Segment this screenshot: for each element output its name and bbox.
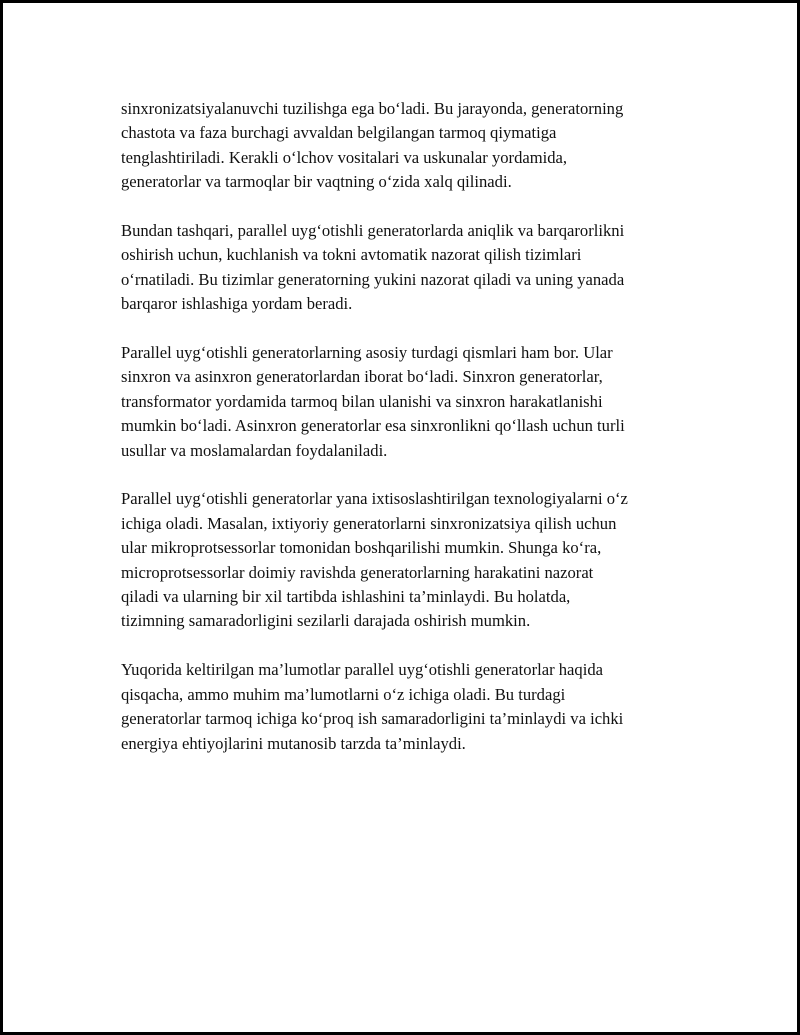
- paragraph-line: energiya ehtiyojlarini mutanosib tarzda ta’minlaydi.: [121, 733, 466, 753]
- paragraph-line: Parallel uyg‘otishli generatorlarning asosiy turdagi qismlari ham bor. Ular: [121, 343, 613, 363]
- paragraph-line: tenglashtiriladi. Kerakli o‘lchov vositalari va uskunalar yordamida,: [121, 147, 568, 167]
- paragraph-line: sinxron va asinxron generatorlardan iborat bo‘ladi. Sinxron generatorlar,: [121, 367, 603, 387]
- paragraph-line: ular mikroprotsessorlar tomonidan boshqarilishi mumkin. Shunga ko‘ra,: [121, 538, 602, 558]
- paragraph-line: tizimning samaradorligini sezilarli darajada oshirish mumkin.: [121, 611, 531, 631]
- paragraph-line: ichiga oladi. Masalan, ixtiyoriy generatorlarni sinxronizatsiya qilish uchun: [121, 513, 617, 533]
- paragraph-line: sinxronizatsiyalanuvchi tuzilishga ega bo‘ladi. Bu jarayonda, generatorning: [121, 99, 624, 118]
- paragraph-line: transformator yordamida tarmoq bilan ulanishi va sinxron harakatlanishi: [121, 391, 603, 411]
- paragraph-line: microprotsessorlar doimiy ravishda generatorlarning harakatini nazorat: [121, 562, 594, 582]
- paragraph-line: o‘rnatiladi. Bu tizimlar generatorning yukini nazorat qiladi va uning yanada: [121, 269, 625, 289]
- paragraph-line: generatorlar tarmoq ichiga ko‘proq ish samaradorligini ta’minlaydi va ichki: [121, 709, 624, 729]
- paragraph-line: Parallel uyg‘otishli generatorlar yana ixtisoslashtirilgan texnologiyalarni o‘z: [121, 489, 628, 509]
- paragraph-line: qiladi va ularning bir xil tartibda ishlashini ta’minlaydi. Bu holatda,: [121, 587, 571, 607]
- paragraph-line: Yuqorida keltirilgan ma’lumotlar parallel uyg‘otishli generatorlar haqida: [121, 660, 603, 680]
- paragraph-1: [121, 97, 701, 195]
- paragraph-2: [121, 219, 701, 317]
- paragraph-3: [121, 341, 701, 463]
- document-body: [121, 97, 701, 780]
- paragraph-line: qisqacha, ammo muhim ma’lumotlarni o‘z ichiga oladi. Bu turdagi: [121, 684, 566, 704]
- paragraph-line: Bundan tashqari, parallel uyg‘otishli generatorlarda aniqlik va barqarorlikni: [121, 221, 625, 241]
- paragraph-5: [121, 658, 701, 756]
- paragraph-line: generatorlar va tarmoqlar bir vaqtning o‘zida xalq qilinadi.: [121, 172, 512, 192]
- paragraph-line: usullar va moslamalardan foydalaniladi.: [121, 440, 388, 460]
- paragraph-line: oshirish uchun, kuchlanish va tokni avtomatik nazorat qilish tizimlari: [121, 245, 582, 265]
- paragraph-4: [121, 487, 701, 633]
- paragraph-line: mumkin bo‘ladi. Asinxron generatorlar esa sinxronlikni qo‘llash uchun turli: [121, 416, 625, 436]
- paragraph-line: barqaror ishlashiga yordam beradi.: [121, 294, 353, 314]
- paragraph-line: chastota va faza burchagi avvaldan belgilangan tarmoq qiymatiga: [121, 123, 557, 143]
